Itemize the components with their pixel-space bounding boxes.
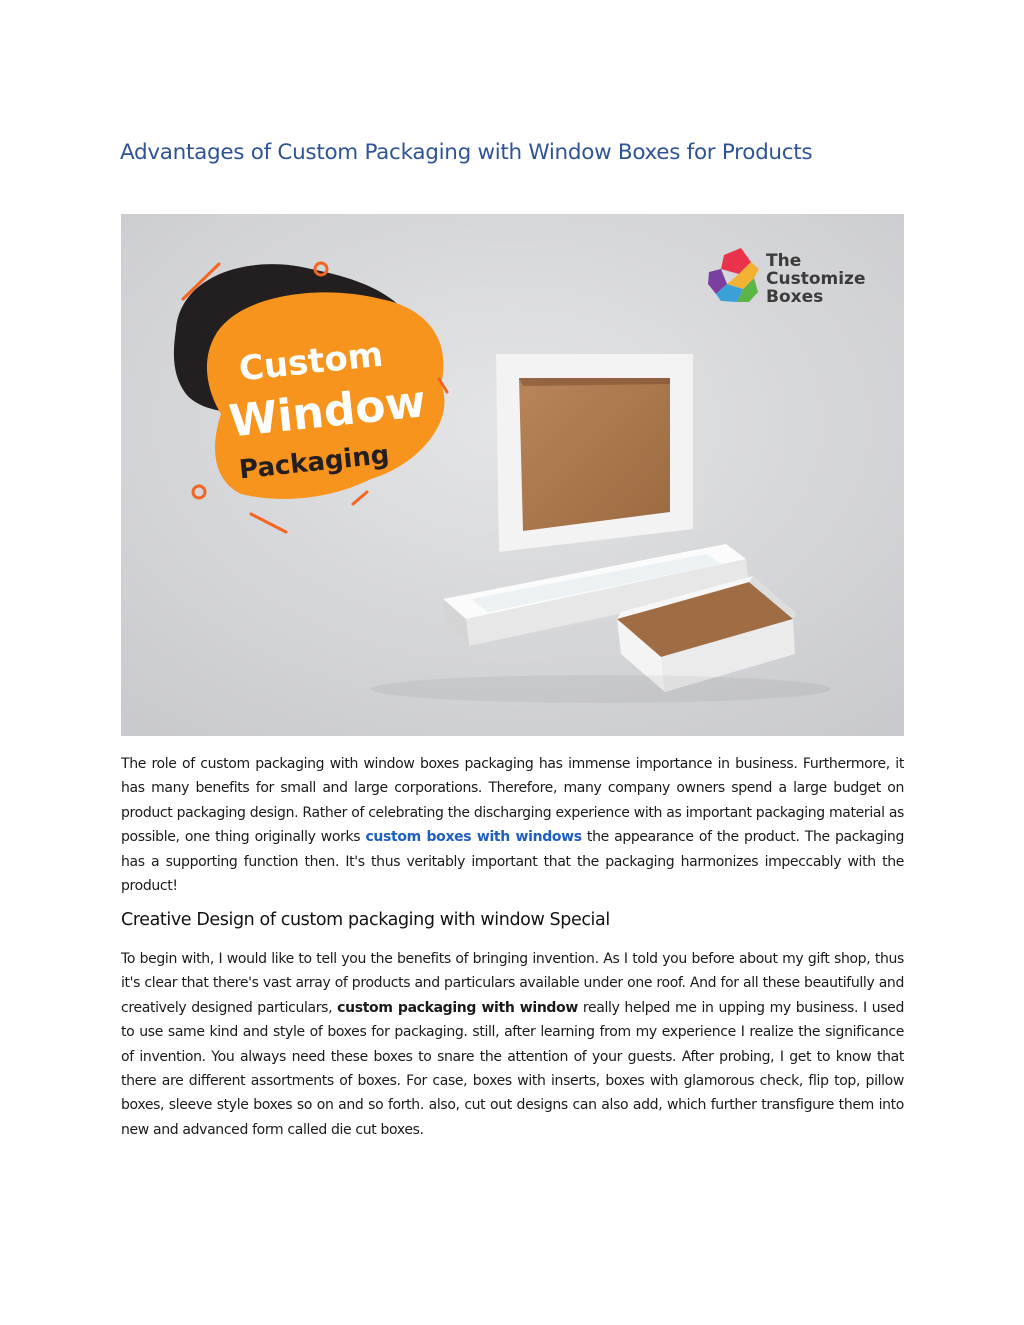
badge-line2: Window — [226, 376, 429, 448]
logo-line2: Customize — [766, 269, 866, 289]
standing-window-box — [496, 354, 703, 552]
intro-text-end: the appearance of the product. The packaging has a supporting function then. It's thus veritably important that the packaging harmonizes impeccably with the product! — [121, 829, 904, 895]
badge-line3: Packaging — [237, 439, 391, 486]
logo-line3: Boxes — [766, 287, 824, 307]
document-title: Advantages of Custom Packaging with Window Boxes for Products — [120, 140, 813, 165]
section-text-end: really helped me in upping my business. I used to use same kind and style of boxes for packaging. still, after learning from my experience I realize the significance of invention. You always need these boxes to snare the attention of your guests. After probing, I get to know that there are different assortments of boxes. For case, boxes with inserts, boxes with glamorous check, flip top, pillow boxes, sleeve style boxes so on and so forth. also, cut out designs can also add, which further transfigure them into new and advanced form called die cut boxes. — [121, 999, 904, 1138]
section-paragraph — [121, 947, 904, 1142]
section-text-start: To begin with, I would like to tell you the benefits of bringing invention. As I told you before about my gift shop, thus it's clear that there's vast array of products and particulars available under one roof. And for all these beautifully and creatively designed particulars, — [121, 951, 904, 1016]
section-heading: Creative Design of custom packaging with window Special — [121, 910, 610, 930]
badge-line1: Custom — [237, 334, 385, 390]
section-bold-phrase: custom packaging with window — [337, 999, 578, 1016]
custom-boxes-link[interactable]: custom boxes with windows — [365, 829, 582, 846]
logo-line1: The — [766, 251, 802, 271]
intro-text-start: The role of custom packaging with window boxes packaging has immense importance in business. Furthermore, it has many benefits for small and large corporations. Therefore, many company owners spend a large budget on product packaging design. Rather of celebrating the discharging experience with as important packaging material as possible, one thing originally works — [121, 756, 904, 846]
intro-paragraph — [121, 752, 904, 898]
hero-image — [121, 214, 904, 736]
